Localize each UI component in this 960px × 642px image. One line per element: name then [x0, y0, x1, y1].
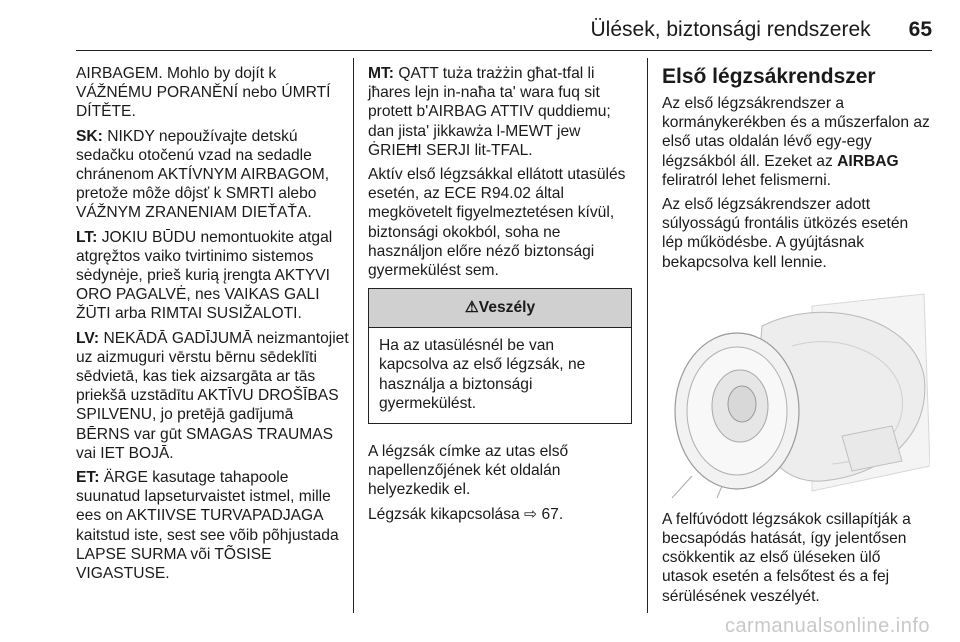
- watermark: carmanualsonline.info: [724, 615, 930, 637]
- paragraph-text: NIKDY nepoužívajte detskú sedačku otočenú vzad na sedadle chránenom AKTÍVNYM AIRBAGOM, pretože môže dôjsť k SMRTI alebo VÁŽNYM ZRANENIAM DIEŤAŤA.: [76, 127, 330, 222]
- paragraph-et: [76, 468, 349, 583]
- paragraph-text: QATT tuża trażżin għat-tfal li jħares lejn in-naħa ta' wara fuq sit protett b'AIRBAG ATTIV quddiemu; dan jista' jikkawża l-MEWT jew ĠRIEĦI SERJI lit-TFAL.: [368, 65, 611, 159]
- column-3: [662, 64, 930, 611]
- column-2: [368, 64, 632, 529]
- airbag-illustration: [662, 286, 930, 498]
- airbag-label: AIRBAG: [837, 152, 899, 170]
- warning-triangle-icon: ⚠: [464, 299, 479, 317]
- arrow-ref-icon: ⇨: [524, 505, 538, 523]
- paragraph-text: Az első légzsákrendszer a kormánykerékben és a műszerfalon az első utas oldalán lévő egy-egy légzsákból áll. Ezeket az: [662, 95, 930, 170]
- paragraph-text: JOKIU BŪDU nemontuokite atgal atgręžtos vaiko tvirtinimo sistemos sėdynėje, prieš kurią įrengta AKTYVI ORO PAGALVĖ, nes VAIKAS GALI ŽŪTI arba RIMTAI SUSIŽALOTI.: [76, 228, 333, 323]
- paragraph-text: ÄRGE kasutage tahapoole suunatud lapseturvaistet istmel, mille ees on AKTIIVSE TURVAPADJAGA kaitstud iste, sest see võib põhjustada LAPSE SURMA või TÕSISE VIGASTUSE.: [76, 469, 339, 583]
- language-code: MT:: [368, 65, 394, 82]
- column-divider-2: [647, 58, 648, 613]
- page-header: [76, 18, 932, 48]
- paragraph-effect: [662, 510, 930, 606]
- language-code: ET:: [76, 469, 100, 487]
- paragraph-label-location: [368, 442, 632, 500]
- paragraph-cz: [76, 64, 349, 122]
- danger-box-header: [369, 289, 631, 328]
- danger-box-body: Ha az utasülésnél be van kapcsolva az első légzsák, ne használja a biztonsági gyermekülést.: [379, 337, 586, 412]
- section-heading: Első légzsákrendszer: [662, 65, 876, 88]
- danger-box: [368, 288, 632, 424]
- paragraph-sk: [76, 127, 349, 223]
- language-code: LV:: [76, 329, 100, 347]
- paragraph-text: feliratról lehet felismerni.: [662, 171, 831, 189]
- column-1: [76, 64, 349, 588]
- paragraph-mt: [368, 64, 632, 160]
- column-divider-1: [353, 58, 354, 613]
- page-number: 65: [908, 18, 932, 41]
- paragraph-activation: [662, 195, 930, 272]
- reference-text: Légzsák kikapcsolása: [368, 505, 520, 523]
- paragraph-text: Aktív első légzsákkal ellátott utasülés esetén, az ECE R94.02 által megkövetelt figyelmeztetésen kívül, biztonsági okokból, soha ne használjon előre néző biztonsági gyermekülést sem.: [368, 166, 626, 280]
- paragraph-text: NEKĀDĀ GADĪJUMĀ neizmantojiet uz aizmuguri vērstu bērnu sēdeklīti sēdvietā, kas tiek aizsargāta ar tās priekšā uzstādītu AKTĪVU DROŠĪBAS SPILVENU, jo pretējā gadījumā BĒRNS var gūt SMAGAS TRAUMAS vai IET BOJĀ.: [76, 329, 349, 462]
- language-code: SK:: [76, 127, 103, 145]
- header-rule: [76, 50, 932, 51]
- language-code: LT:: [76, 228, 98, 246]
- danger-box-title: Veszély: [478, 299, 536, 317]
- paragraph-lv: [76, 329, 349, 463]
- paragraph-text: A felfúvódott légzsákok csillapítják a becsapódás hatását, így jelentősen csökkentik az első üléseken ülő utasok esetén a felsőtest és a fej sérülésének veszélyét.: [662, 510, 911, 605]
- reference-page: 67.: [541, 505, 564, 523]
- paragraph-hu-warning: [368, 165, 632, 280]
- paragraph-text: A légzsák címke az utas első napellenzőjének két oldalán helyezkedik el.: [368, 443, 569, 499]
- paragraph-lt: [76, 228, 349, 324]
- section-title: Ülések, biztonsági rendszerek: [590, 18, 871, 41]
- paragraph-text: Az első légzsákrendszer adott súlyosságú frontális ütközés esetén lép működésbe. A gyújtásnak bekapcsolva kell lennie.: [662, 196, 909, 271]
- cross-reference: [368, 505, 632, 524]
- paragraph-system: [662, 94, 930, 190]
- paragraph-text: AIRBAGEM. Mohlo by dojít k VÁŽNÉMU PORANĚNÍ nebo ÚMRTÍ DÍTĚTE.: [76, 65, 331, 121]
